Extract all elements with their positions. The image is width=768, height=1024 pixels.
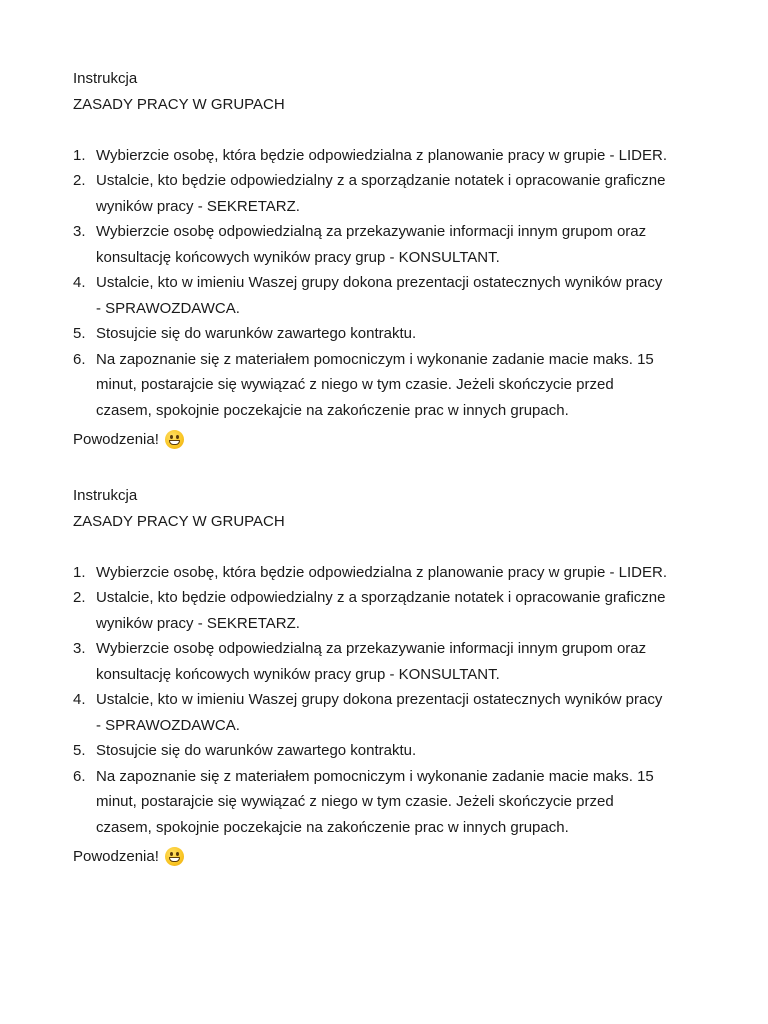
list-item-text bbox=[96, 321, 713, 347]
instruction-title: ZASADY PRACY W GRUPACH bbox=[73, 95, 285, 113]
rules-list bbox=[73, 143, 713, 424]
list-item-text bbox=[96, 560, 713, 586]
list-item bbox=[73, 764, 713, 841]
list-item-text bbox=[96, 143, 713, 169]
list-item bbox=[73, 219, 713, 270]
list-item bbox=[73, 270, 713, 321]
closing-text: Powodzenia! bbox=[73, 431, 159, 448]
list-item-line: Stosujcie się do warunków zawartego kontraktu. bbox=[96, 325, 417, 342]
list-item-line: Wybierzcie osobę odpowiedzialną za przekazywanie informacji innym grupom oraz bbox=[96, 640, 647, 657]
list-item bbox=[73, 636, 713, 687]
list-item-line: Stosujcie się do warunków zawartego kontraktu. bbox=[96, 742, 417, 759]
list-item-line: czasem, spokojnie poczekajcie na zakończenie prac w innych grupach. bbox=[96, 401, 569, 419]
list-item-line: konsultację końcowych wyników pracy grup - KONSULTANT. bbox=[96, 248, 500, 266]
list-item-number: 6. bbox=[73, 350, 86, 368]
list-item-number: 5. bbox=[73, 742, 86, 759]
list-item bbox=[73, 143, 713, 169]
instruction-block-1 bbox=[73, 66, 713, 453]
list-item-line: - SPRAWOZDAWCA. bbox=[96, 716, 240, 734]
list-item-number: 1. bbox=[73, 146, 86, 164]
list-item-number: 2. bbox=[73, 172, 86, 189]
closing-line bbox=[73, 427, 713, 453]
list-item bbox=[73, 347, 713, 424]
list-item-line: Wybierzcie osobę, która będzie odpowiedzialna z planowanie pracy w grupie - LIDER. bbox=[96, 146, 667, 164]
list-item-number: 3. bbox=[73, 223, 86, 240]
list-item bbox=[73, 687, 713, 738]
list-item-text bbox=[96, 347, 713, 424]
list-item-number: 3. bbox=[73, 640, 86, 657]
blank-line bbox=[73, 117, 713, 143]
list-item-text bbox=[96, 687, 713, 738]
instruction-title: ZASADY PRACY W GRUPACH bbox=[73, 512, 285, 530]
list-item-line: - SPRAWOZDAWCA. bbox=[96, 299, 240, 317]
list-item-line: czasem, spokojnie poczekajcie na zakończenie prac w innych grupach. bbox=[96, 818, 569, 836]
list-item-line: Ustalcie, kto będzie odpowiedzialny z a sporządzanie notatek i opracowanie graficzne bbox=[96, 589, 666, 606]
list-item-line: minut, postarajcie się wywiązać z niego w tym czasie. Jeżeli skończycie przed bbox=[96, 793, 614, 810]
instruction-heading: Instrukcja bbox=[73, 487, 138, 504]
list-item-text bbox=[96, 168, 713, 219]
grinning-face-icon bbox=[165, 847, 184, 866]
list-item-line: wyników pracy - SEKRETARZ. bbox=[96, 197, 300, 215]
list-item bbox=[73, 738, 713, 764]
instruction-heading: Instrukcja bbox=[73, 70, 138, 87]
list-item-text bbox=[96, 636, 713, 687]
list-item-text bbox=[96, 585, 713, 636]
list-item-number: 2. bbox=[73, 589, 86, 606]
list-item-number: 1. bbox=[73, 563, 86, 581]
grinning-face-icon bbox=[165, 430, 184, 449]
list-item-line: Wybierzcie osobę odpowiedzialną za przekazywanie informacji innym grupom oraz bbox=[96, 223, 647, 240]
list-item-text bbox=[96, 219, 713, 270]
list-item-line: minut, postarajcie się wywiązać z niego w tym czasie. Jeżeli skończycie przed bbox=[96, 376, 614, 393]
list-item-line: konsultację końcowych wyników pracy grup - KONSULTANT. bbox=[96, 665, 500, 683]
list-item-line: Ustalcie, kto w imieniu Waszej grupy dokona prezentacji ostatecznych wyników pracy bbox=[96, 691, 663, 708]
blank-line bbox=[73, 534, 713, 560]
list-item-number: 6. bbox=[73, 767, 86, 785]
list-item-text bbox=[96, 270, 713, 321]
list-item-text bbox=[96, 764, 713, 841]
list-item-line: Ustalcie, kto będzie odpowiedzialny z a sporządzanie notatek i opracowanie graficzne bbox=[96, 172, 666, 189]
list-item bbox=[73, 585, 713, 636]
list-item-line: Na zapoznanie się z materiałem pomocniczym i wykonanie zadanie macie maks. 15 bbox=[96, 350, 654, 368]
list-item-number: 4. bbox=[73, 274, 86, 291]
list-item-line: Ustalcie, kto w imieniu Waszej grupy dokona prezentacji ostatecznych wyników pracy bbox=[96, 274, 663, 291]
closing-text: Powodzenia! bbox=[73, 848, 159, 865]
list-item-number: 4. bbox=[73, 691, 86, 708]
list-item-line: Wybierzcie osobę, która będzie odpowiedzialna z planowanie pracy w grupie - LIDER. bbox=[96, 563, 667, 581]
list-item bbox=[73, 321, 713, 347]
list-item-number: 5. bbox=[73, 325, 86, 342]
list-item-line: Na zapoznanie się z materiałem pomocniczym i wykonanie zadanie macie maks. 15 bbox=[96, 767, 654, 785]
instruction-block-2 bbox=[73, 483, 713, 870]
rules-list bbox=[73, 560, 713, 841]
list-item bbox=[73, 560, 713, 586]
list-item-line: wyników pracy - SEKRETARZ. bbox=[96, 614, 300, 632]
list-item-text bbox=[96, 738, 713, 764]
closing-line bbox=[73, 844, 713, 870]
list-item bbox=[73, 168, 713, 219]
